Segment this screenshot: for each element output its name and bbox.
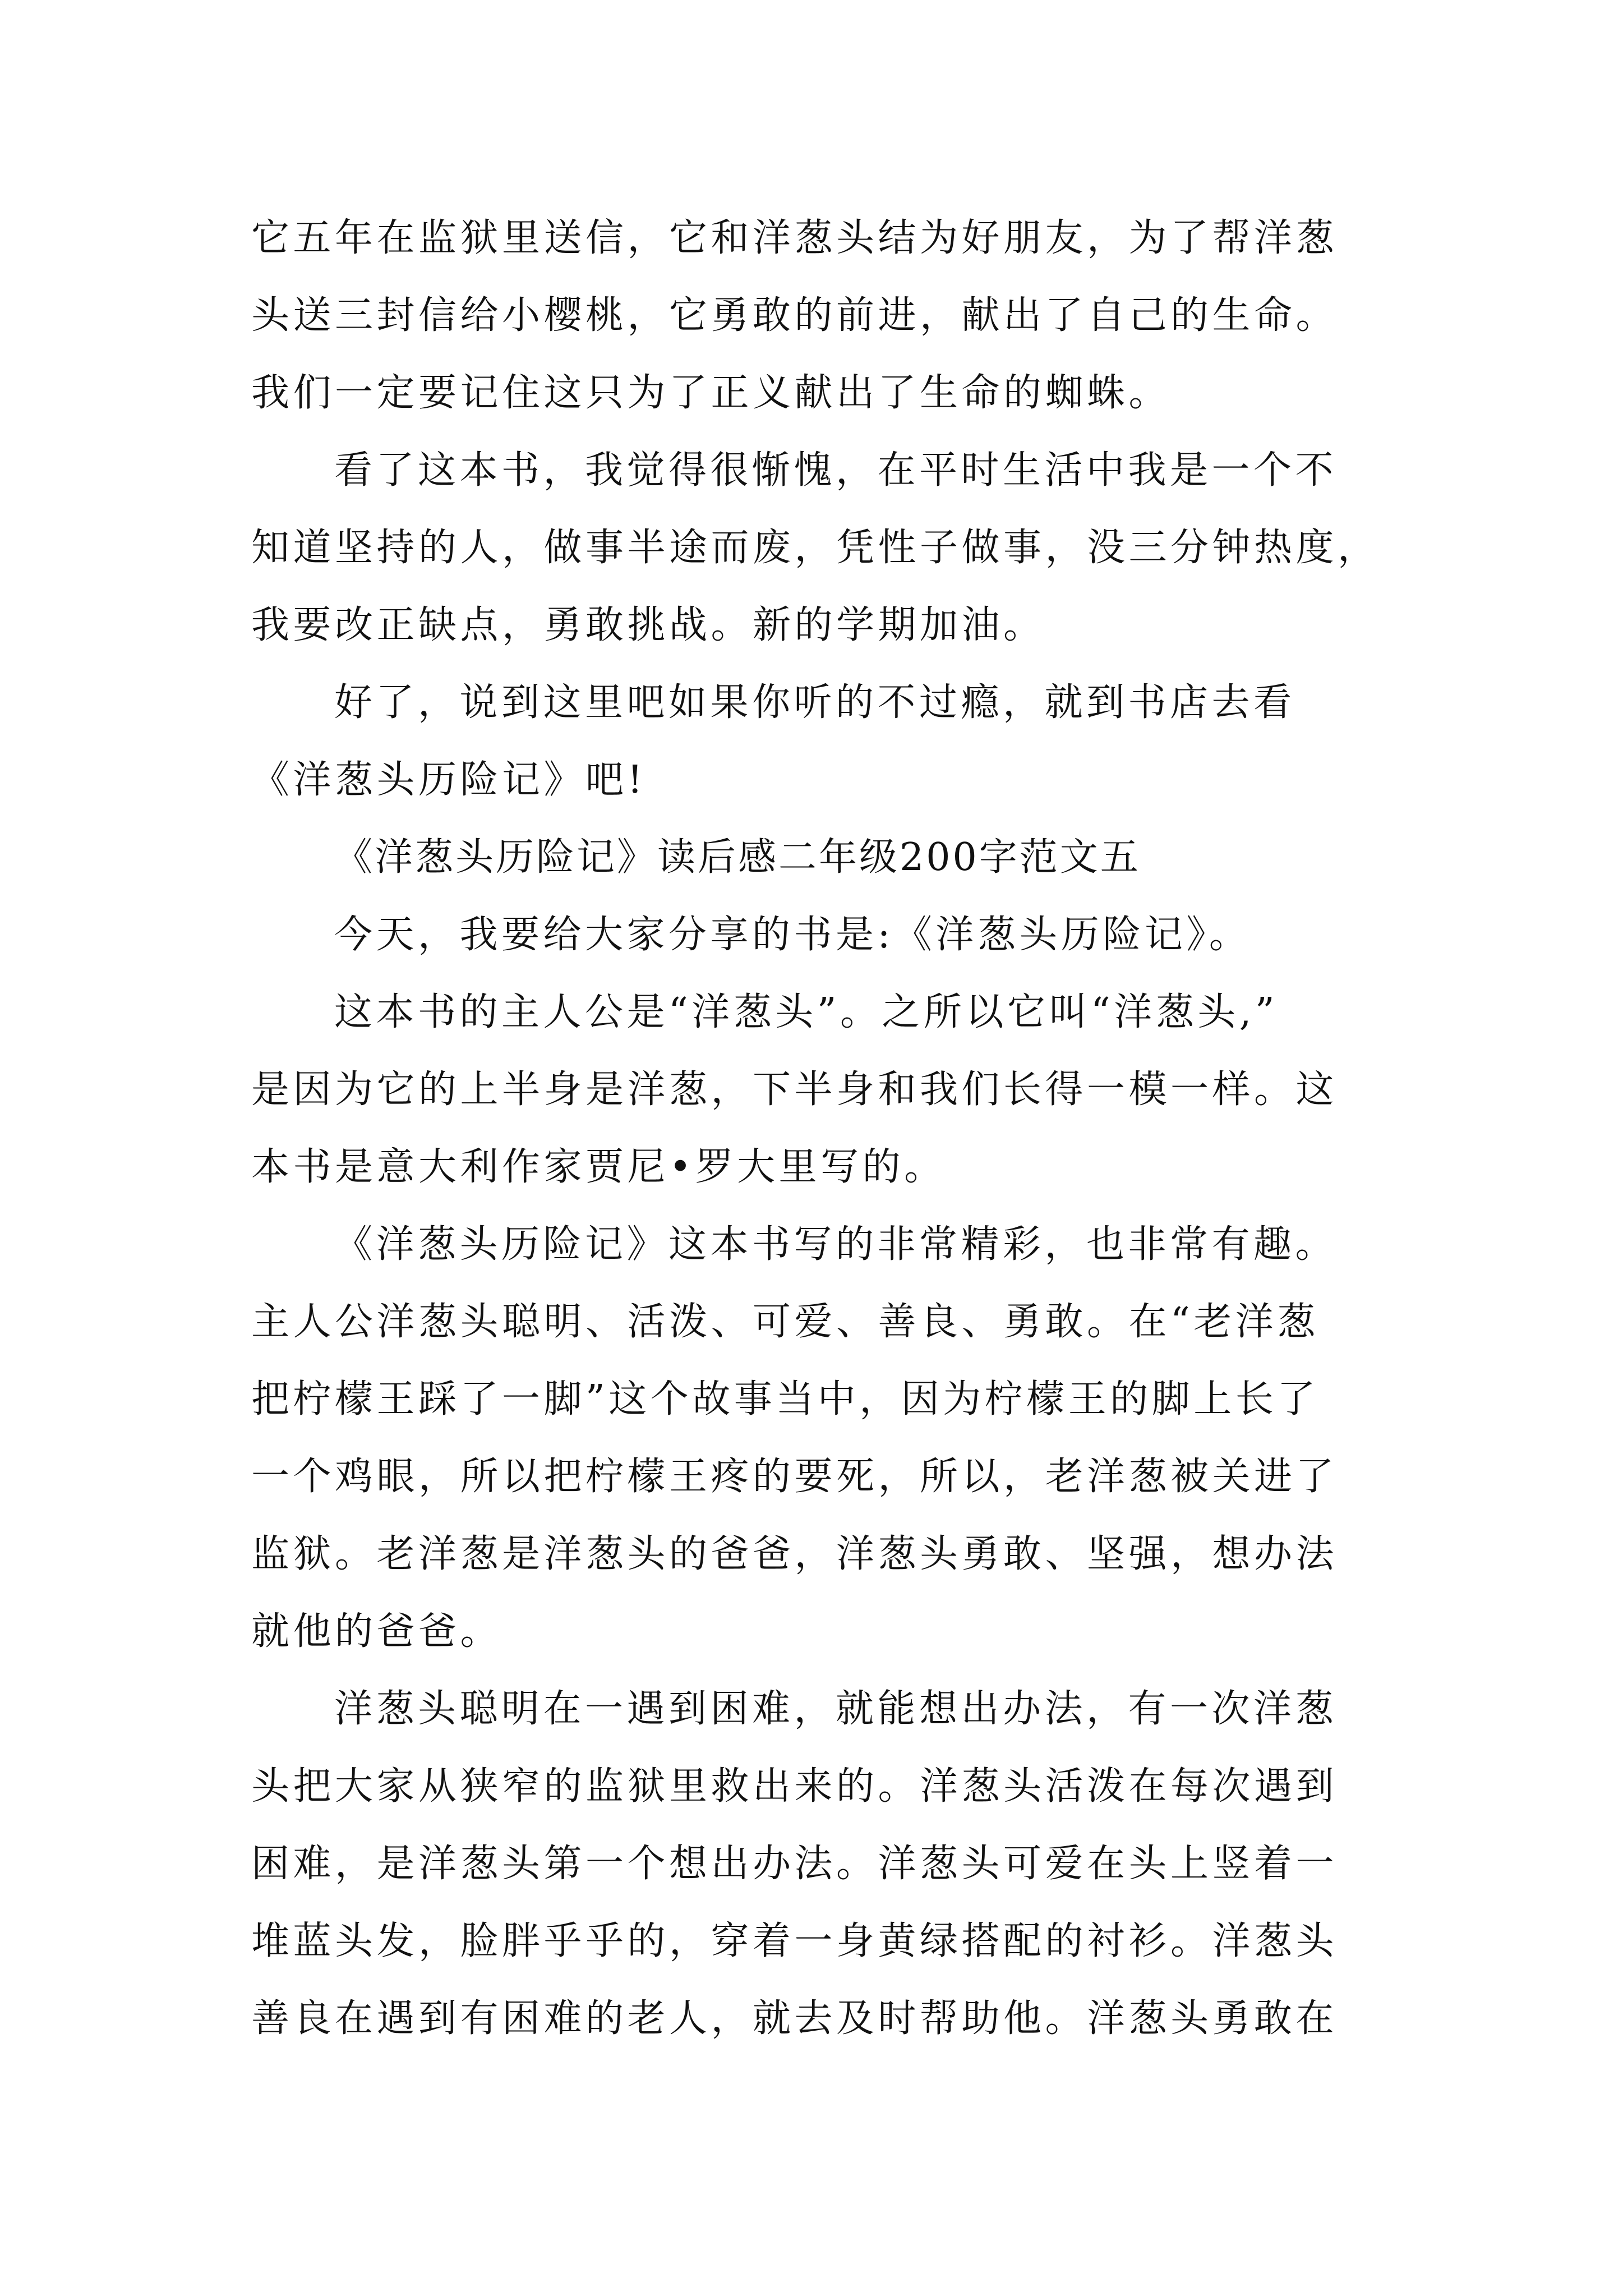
text-line: 一个鸡眼，所以把柠檬王疼的要死，所以，老洋葱被关进了 <box>251 1455 1338 1499</box>
text-line: 知道坚持的人，做事半途而废，凭性子做事，没三分钟热度， <box>251 526 1380 570</box>
text-line: 头把大家从狭窄的监狱里救出来的。洋葱头活泼在每次遇到 <box>251 1764 1338 1809</box>
text-line: 把柠檬王踩了一脚”这个故事当中，因为柠檬王的脚上长了 <box>251 1377 1319 1421</box>
text-line: 是因为它的上半身是洋葱，下半身和我们长得一模一样。这 <box>251 1068 1338 1112</box>
text-line: 困难，是洋葱头第一个想出办法。洋葱头可爱在头上竖着一 <box>251 1842 1338 1886</box>
text-line: 头送三封信给小樱桃，它勇敢的前进，献出了自己的生命。 <box>251 293 1338 338</box>
text-line: 它五年在监狱里送信，它和洋葱头结为好朋友，为了帮洋葱 <box>251 216 1338 260</box>
text-line: 主人公洋葱头聪明、活泼、可爱、善良、勇敢。在“老洋葱 <box>251 1300 1319 1344</box>
text-line: 《洋葱头历险记》吧! <box>251 758 647 802</box>
text-line: 监狱。老洋葱是洋葱头的爸爸，洋葱头勇敢、坚强，想办法 <box>251 1532 1338 1576</box>
paragraph-first-line: 今天，我要给大家分享的书是:《洋葱头历险记》。 <box>334 913 1251 957</box>
text-line: 堆蓝头发，脸胖乎乎的，穿着一身黄绿搭配的衬衫。洋葱头 <box>251 1919 1338 1963</box>
paragraph-first-line: 看了这本书，我觉得很惭愧，在平时生活中我是一个不 <box>334 448 1338 493</box>
paragraph-first-line: 洋葱头聪明在一遇到困难，就能想出办法，有一次洋葱 <box>334 1687 1338 1731</box>
text-line: 本书是意大利作家贾尼•罗大里写的。 <box>251 1145 946 1189</box>
text-line: 我们一定要记住这只为了正义献出了生命的蜘蛛。 <box>251 371 1171 415</box>
paragraph-first-line: 好了，说到这里吧如果你听的不过瘾，就到书店去看 <box>334 680 1295 725</box>
text-line: 善良在遇到有困难的老人，就去及时帮助他。洋葱头勇敢在 <box>251 1996 1338 2041</box>
section-heading: 《洋葱头历险记》读后感二年级200字范文五 <box>334 835 1141 880</box>
text-line: 我要改正缺点，勇敢挑战。新的学期加油。 <box>251 603 1045 647</box>
paragraph-first-line: 《洋葱头历险记》这本书写的非常精彩，也非常有趣。 <box>334 1222 1338 1267</box>
paragraph-first-line: 这本书的主人公是“洋葱头”。之所以它叫“洋葱头,” <box>334 990 1279 1034</box>
text-line: 就他的爸爸。 <box>251 1609 502 1654</box>
